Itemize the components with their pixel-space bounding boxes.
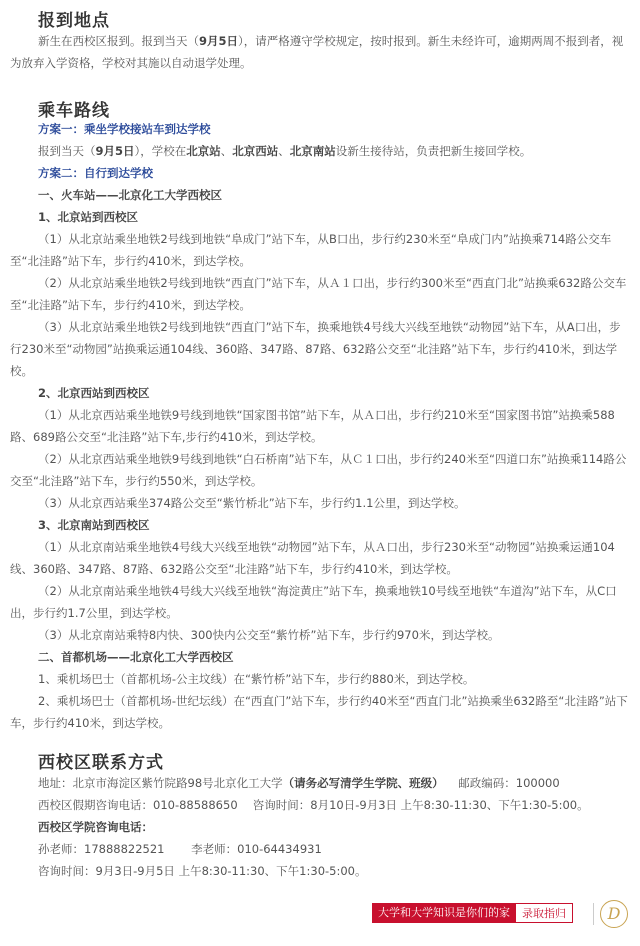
section-title-route: 乘车路线 [38, 101, 110, 121]
footer-slogan: 大学和大学知识是你们的家 [372, 903, 516, 923]
location-text-a: 新生在西校区报到。报到当天（ [38, 34, 199, 48]
route-bj-2: （2）从北京站乘坐地铁2号线到地铁“西直门”站下车，从Ａ１口出，步行约300米至“西直门北”站换乘632路公交车至“北洼路”站下车，步行约410米，到达学校。 [10, 276, 627, 312]
brand-logo-icon: D [600, 900, 628, 928]
postal-code: 邮政编码：100000 [458, 776, 560, 790]
route-bjn-1: （1）从北京南站乘坐地铁4号线大兴线至地铁“动物园”站下车，从Ａ口出，步行230米至“动物园”站换乘运通104线、360路、347路、87路、632路公交至“北洼路”站下车，步行约410米，到达学校。 [10, 540, 615, 576]
plan1-label [38, 118, 640, 140]
location-date: 9月5日 [199, 34, 239, 48]
route-bjw-1: （1）从北京西站乘坐地铁9号线到地铁“国家图书馆”站下车，从Ａ口出，步行约210米至“国家图书馆”站换乘588路、689路公交至“北洼路”站下车,步行约410米，到达学校。 [10, 408, 615, 444]
plan1-text-c: 设新生接待站，负责把新生接回学校。 [335, 144, 532, 158]
plan2-label [38, 162, 640, 184]
plan1-text-a: 报到当天（ [38, 144, 96, 158]
footer-guide-link[interactable]: 录取指归 [516, 903, 573, 923]
route-bjn-3: （3）从北京南站乘特8内快、300快内公交至“紫竹桥”站下车，步行约970米，到达学校。 [38, 628, 500, 642]
heading-beijing-south: 3、北京南站到西校区 [38, 518, 150, 532]
college-hours: 咨询时间：9月3日-9月5日 上午8:30-11:30、下午1:30-5:00。 [38, 864, 367, 878]
heading-beijing-station: 1、北京站到西校区 [38, 210, 139, 224]
sep-1: 、 [220, 144, 233, 158]
route-bjw-3: （3）从北京西站乘坐374路公交至“紫竹桥北”站下车，步行约1.1公里，到达学校。 [38, 496, 466, 510]
section-title-location: 报到地点 [38, 11, 110, 31]
route-bjw-2: （2）从北京西站乘坐地铁9号线到地铁“白石桥南”站下车，从Ｃ１口出，步行约240米至“四道口东”站换乘114路公交至“北洼路”站下车，步行约550米，到达学校。 [10, 452, 627, 488]
contact-address [38, 772, 628, 794]
plan1-text-b: ），学校在 [134, 144, 187, 158]
plan1-label-text: 方案一：乘坐学校接站车到达学校 [38, 122, 211, 136]
location-paragraph [10, 30, 630, 74]
heading-beijing-west: 2、北京西站到西校区 [38, 386, 150, 400]
route-air-2: 2、乘机场巴士（首都机场-世纪坛线）在“西直门”站下车，步行约40米至“西直门北”站换乘坐632路至“北洼路”站下车，步行约410米，到达学校。 [10, 694, 628, 730]
address-text: 地址：北京市海淀区紫竹院路98号北京化工大学 [38, 776, 283, 790]
heading-train: 一、火车站——北京化工大学西校区 [38, 188, 222, 202]
plan2-label-text: 方案二：自行到达学校 [38, 166, 153, 180]
address-note: （请务必写清学生学院、班级） [282, 776, 444, 790]
station-beijing: 北京站 [186, 144, 221, 158]
section-title-contact: 西校区联系方式 [38, 753, 164, 773]
station-beijing-west: 北京西站 [232, 144, 279, 158]
route-bj-1: （1）从北京站乘坐地铁2号线到地铁“阜成门”站下车，从B口出，步行约230米至“阜成门内”站换乘714路公交车至“北洼路”站下车，步行约410米，到达学校。 [10, 232, 612, 268]
footer-divider [593, 903, 594, 925]
station-beijing-south: 北京南站 [289, 144, 336, 158]
sep-2: 、 [278, 144, 290, 158]
route-air-1: 1、乘机场巴士（首都机场-公主坟线）在“紫竹桥”站下车，步行约880米，到达学校。 [38, 672, 475, 686]
route-bjn-2: （2）从北京南站乘坐地铁4号线大兴线至地铁“海淀黄庄”站下车，换乘地铁10号线至地铁“车道沟”站下车，从C口出，步行约1.7公里，到达学校。 [10, 584, 617, 620]
location-text-b: ），请严格遵守学校规定，按时报到。新生未经许可，逾期两周不报到者，视为放弃入学资格，学校对其施以自动退学处理。 [10, 34, 624, 70]
teacher-phones: 孙老师：17888822521 李老师：010-64434931 [38, 842, 322, 856]
heading-airport: 二、首都机场——北京化工大学西校区 [38, 650, 234, 664]
contact-phone: 西校区假期咨询电话：010-88588650 咨询时间：8月10日-9月3日 上午8:30-11:30、下午1:30-5:00。 [38, 798, 589, 812]
plan1-paragraph [38, 140, 640, 162]
plan1-date: 9月5日 [95, 144, 135, 158]
footer-banner [372, 903, 573, 923]
route-bj-3: （3）从北京站乘坐地铁2号线到地铁“西直门”站下车，换乘地铁4号线大兴线至地铁“动物园”站下车，从A口出，步行230米至“动物园”站换乘运通104线、360路、347路、87路、632路公交至“北洼路”站下车，步行约410米，到达学校。 [10, 320, 621, 378]
college-phone-heading: 西校区学院咨询电话： [38, 820, 153, 834]
